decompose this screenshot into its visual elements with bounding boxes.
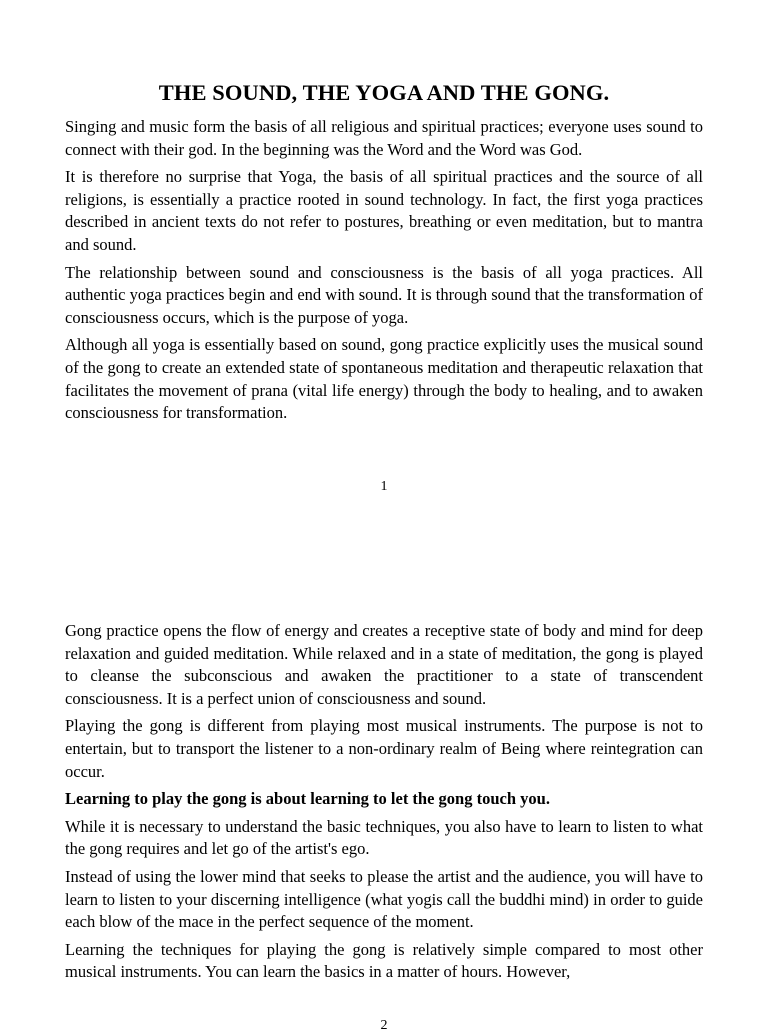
paragraph: It is therefore no surprise that Yoga, the basis of all spiritual practices and the source of all religions, is essentially a practice rooted in sound technology. In fact, the first yoga practices described in ancient texts do not refer to postures, breathing or even meditation, but to mantra and sound. <box>65 167 703 254</box>
page-number: 1 <box>380 479 388 494</box>
document-page-2 <box>65 620 703 989</box>
paragraph: Playing the gong is different from playing most musical instruments. The purpose is not to entertain, but to transport the listener to a non-ordinary realm of Being where reintegration can occur. <box>65 716 703 781</box>
paragraph: Gong practice opens the flow of energy and creates a receptive state of body and mind for deep relaxation and guided meditation. While relaxed and in a state of meditation, the gong is played to cleanse the subconscious and awaken the practitioner to a state of transcendent consciousness. It is a perfect union of consciousness and sound. <box>65 621 703 708</box>
document-page-1 <box>65 78 703 430</box>
bold-paragraph: Learning to play the gong is about learning to let the gong touch you. <box>65 789 550 809</box>
paragraph: Although all yoga is essentially based on sound, gong practice explicitly uses the musical sound of the gong to create an extended state of spontaneous meditation and therapeutic relaxation that facilitates the movement of prana (vital life energy) through the body to healing, and to awaken consciousness for transformation. <box>65 335 703 423</box>
paragraph: Instead of using the lower mind that seeks to please the artist and the audience, you will have to learn to listen to your discerning intelligence (what yogis call the buddhi mind) in order to guide each blow of the mace in the perfect sequence of the moment. <box>65 866 703 932</box>
paragraph: While it is necessary to understand the basic techniques, you also have to learn to listen to what the gong requires and let go of the artist's ego. <box>65 816 703 859</box>
paragraph: Learning the techniques for playing the gong is relatively simple compared to most other musical instruments. You can learn the basics in a matter of hours. However, <box>65 939 703 982</box>
paragraph: The relationship between sound and consciousness is the basis of all yoga practices. All authentic yoga practices begin and end with sound. It is through sound that the transformation of consciousness occurs, which is the purpose of yoga. <box>65 262 703 327</box>
page-title: THE SOUND, THE YOGA AND THE GONG. <box>158 80 610 105</box>
page-number: 2 <box>380 1018 388 1033</box>
paragraph: Singing and music form the basis of all religious and spiritual practices; everyone uses sound to connect with their god. In the beginning was the Word and the Word was God. <box>65 117 703 159</box>
